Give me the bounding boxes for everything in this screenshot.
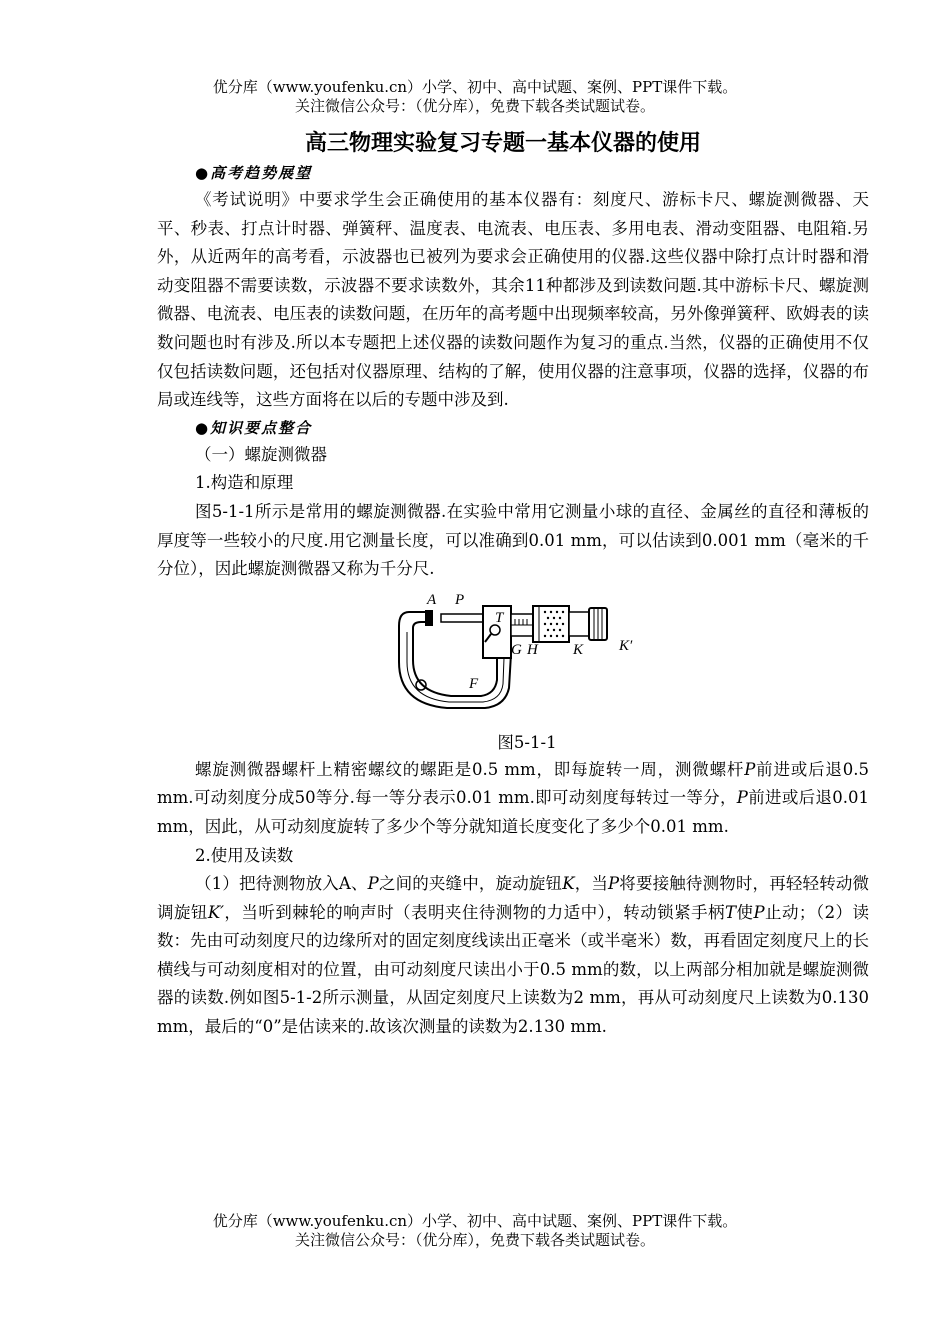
header-line-1: 优分库（www.youfenku.cn）小学、初中、高中试题、案例、PPT课件下载。 <box>212 78 738 96</box>
ratchet <box>569 612 589 636</box>
label-a: A <box>427 591 437 608</box>
subheading-micrometer: （一）螺旋测微器 <box>195 444 327 464</box>
footer-line-2: 关注微信公众号：（优分库），免费下载各类试题试卷。 <box>294 1231 655 1249</box>
subheading-structure: 1.构造和原理 <box>195 473 294 493</box>
anvil <box>425 610 433 626</box>
subheading-usage: 2.使用及读数 <box>195 845 294 865</box>
label-f: F <box>469 675 479 692</box>
paragraph-pitch: 螺旋测微器螺杆上精密螺纹的螺距是0.5 mm，即每旋转一周，测微螺杆P前进或后退0.5 mm.可动刻度分成50等分.每一等分表示0.01 mm.即可动刻度每转过一等分，P前进或后退0.01 mm，因此，从可动刻度旋转了多少个等分就知道长度变化了多少个0.01 mm. <box>157 759 869 836</box>
section-heading-knowledge: ●知识要点整合 <box>195 418 313 437</box>
figure-caption: 图5-1-1 <box>497 732 557 752</box>
label-k-prime: K′ <box>619 637 633 654</box>
label-t: T <box>495 609 504 626</box>
paragraph-usage: （1）把待测物放入A、P之间的夹缝中，旋动旋钮K，当P将要接触待测物时，再轻轻转动微调旋钮K′，当听到棘轮的响声时（表明夹住待测物的力适中），转动锁紧手柄T使P止动；（2）读数：先由可动刻度尺的边缘所对的固定刻度线读出正毫米（或半毫米）数，再看固定刻度尺上的长横线与可动刻度相对的位置，由可动刻度尺读出小于0.5 mm的数，以上两部分相加就是螺旋测微器的读数.例如图5-1-2所示测量，从固定刻度尺上读数为2 mm，再从可动刻度尺上读数为0.130 mm，最后的“0”是估读来的.故该次测量的读数为2.130 mm. <box>157 874 870 1037</box>
paragraph-intro: 《考试说明》中要求学生会正确使用的基本仪器有：刻度尺、游标卡尺、螺旋测微器、天平、秒表、打点计时器、弹簧秤、温度表、电流表、电压表、多用电表、滑动变阻器、电阻箱.另外，从近两年的高考看，示波器也已被列为要求会正确使用的仪器.这些仪器中除打点计时器和滑动变阻器不需要读数，示波器不要求读数外，其余11种都涉及到读数问题.其中游标卡尺、螺旋测微器、电流表、电压表的读数问题，在历年的高考题中出现频率较高，另外像弹簧秤、欧姆表的读数问题也时有涉及.所以本专题把上述仪器的读数问题作为复习的重点.当然，仪器的正确使用不仅仅包括读数问题，还包括对仪器原理、结构的了解，使用仪器的注意事项，仪器的选择，仪器的布局或连线等，这些方面将在以后的专题中涉及到. <box>157 190 869 410</box>
spindle <box>441 614 483 622</box>
footer-line-1: 优分库（www.youfenku.cn）小学、初中、高中试题、案例、PPT课件下载。 <box>212 1212 738 1230</box>
page-title: 高三物理实验复习专题一基本仪器的使用 <box>305 131 702 156</box>
label-g: G <box>511 641 522 658</box>
header-line-2: 关注微信公众号：（优分库），免费下载各类试题试卷。 <box>294 97 655 115</box>
label-k: K <box>573 641 584 658</box>
figure-micrometer <box>157 592 869 724</box>
page-header <box>0 78 950 116</box>
micrometer-diagram <box>397 592 657 720</box>
label-p: P <box>455 591 465 608</box>
section-heading-trends: ●高考趋势展望 <box>195 164 313 182</box>
page-footer <box>0 1212 950 1250</box>
paragraph-structure: 图5-1-1所示是常用的螺旋测微器.在实验中常用它测量小球的直径、金属丝的直径和薄板的厚度等一些较小的尺度.用它测量长度，可以准确到0.01 mm，可以估读到0.001 mm（毫米的千分位），因此螺旋测微器又称为千分尺. <box>157 501 869 579</box>
document-body <box>157 128 869 1042</box>
label-h: H <box>527 641 538 658</box>
